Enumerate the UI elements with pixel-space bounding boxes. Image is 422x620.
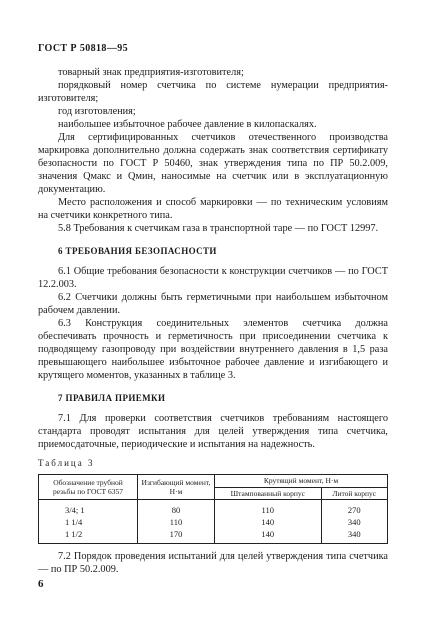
paragraph: 7.1 Для проверки соответствия счетчиков требованиям настоящего стандарта проводят испытания для целей утверждения типа счетчика, приемосдаточные, периодические и испытания на надежность. xyxy=(38,413,388,450)
table-row xyxy=(39,500,388,517)
table-header-thread: Обозначение трубной резьбы по ГОСТ 6357 xyxy=(39,475,138,500)
table-row xyxy=(39,528,388,544)
table-cell: 140 xyxy=(215,528,322,544)
torque-table xyxy=(38,474,388,544)
paragraph: Для сертифицированных счетчиков отечественного производства маркировка дополнительно должна содержать знак соответствия сертификату безопасности по ГОСТ Р 50460, знак утверждения типа по ПР 50.2.009, значения Qмакс и Qмин, наносимые на счетчик или в эксплуатационную документацию. xyxy=(38,132,388,195)
table-cell: 1 1/4 xyxy=(39,516,138,528)
table-cell: 340 xyxy=(321,516,387,528)
table-cell: 3/4; 1 xyxy=(39,500,138,517)
paragraph: наибольшее избыточное рабочее давление в килопаскалях. xyxy=(58,119,317,130)
paragraph: 5.8 Требования к счетчикам газа в транспортной таре — по ГОСТ 12997. xyxy=(58,223,379,234)
table-header-stamped: Штампованный корпус xyxy=(215,487,322,500)
paragraph: товарный знак предприятия-изготовителя; xyxy=(58,67,244,78)
table-cell: 270 xyxy=(321,500,387,517)
section-heading: 6 ТРЕБОВАНИЯ БЕЗОПАСНОСТИ xyxy=(58,246,217,256)
table-header-cast: Литой корпус xyxy=(321,487,387,500)
page-body xyxy=(38,66,388,576)
table-cell: 170 xyxy=(138,528,215,544)
table-row xyxy=(39,516,388,528)
table-caption: Таблица 3 xyxy=(38,458,95,468)
paragraph: год изготовления; xyxy=(58,106,136,117)
section-heading: 7 ПРАВИЛА ПРИЕМКИ xyxy=(58,393,166,403)
table-header-torque: Крутящий момент, Н·м xyxy=(215,475,388,488)
paragraph: порядковый номер счетчика по системе нумерации предприятия-изготовителя; xyxy=(38,80,388,104)
page-number: 6 xyxy=(38,578,44,590)
paragraph: Место расположения и способ маркировки — по техническим условиям на счетчики конкретного типа. xyxy=(38,197,388,221)
paragraph: 6.3 Конструкция соединительных элементов счетчика должна обеспечивать прочность и герметичность при присоединении счетчика к подводящему газопроводу при воздействии внутреннего давления в 1,5 раза превышающего наибольшее избыточное рабочее давление и изгибающего и крутящего моментов, указанных в таблице 3. xyxy=(38,318,388,381)
paragraph: 6.1 Общие требования безопасности к конструкции счетчиков — по ГОСТ 12.2.003. xyxy=(38,266,388,290)
paragraph: 7.2 Порядок проведения испытаний для целей утверждения типа счетчика — по ПР 50.2.009. xyxy=(38,551,388,575)
page-header: ГОСТ Р 50818—95 xyxy=(38,43,129,54)
table-cell: 340 xyxy=(321,528,387,544)
paragraph: 6.2 Счетчики должны быть герметичными при наибольшем избыточном рабочем давлении. xyxy=(38,292,388,316)
table-cell: 140 xyxy=(215,516,322,528)
table-cell: 110 xyxy=(215,500,322,517)
table-header-bending: Изгибающий момент, Н·м xyxy=(138,475,215,500)
table-cell: 110 xyxy=(138,516,215,528)
table-cell: 80 xyxy=(138,500,215,517)
table-cell: 1 1/2 xyxy=(39,528,138,544)
